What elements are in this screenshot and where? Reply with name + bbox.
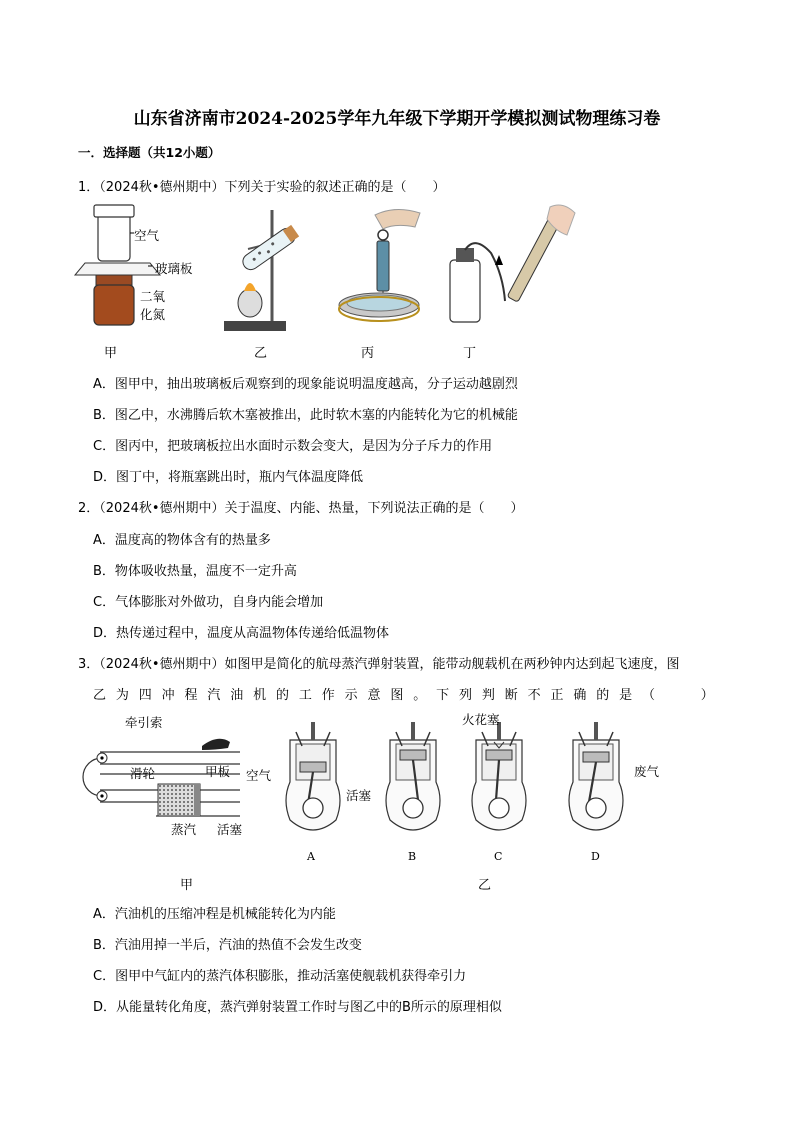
q2-option-a: A．温度高的物体含有的热量多	[93, 533, 271, 548]
page-title: 山东省济南市2024-2025学年九年级下学期开学模拟测试物理练习卷	[133, 109, 661, 129]
label-piston-a: 活塞	[217, 822, 243, 837]
label-glass-plate: 玻璃板	[155, 261, 193, 276]
figure-3-yi-engine-c	[468, 722, 530, 840]
question-3-stem-line2: 乙 为 四 冲 程 汽 油 机 的 工 作 示 意 图 。 下 列 判 断 不 正 确 的 是 （ ）	[93, 688, 714, 703]
label-pulley: 滑轮	[130, 766, 156, 781]
q1-caption-jia: 甲	[104, 346, 118, 361]
q1-caption-yi: 乙	[254, 346, 268, 361]
figure-3-yi-engine-d	[565, 722, 627, 840]
label-engine-air: 空气	[246, 768, 272, 783]
q2-option-d: D．热传递过程中，温度从高温物体传递给低温物体	[93, 626, 390, 641]
figure-1-bing-spring-scale	[335, 205, 435, 325]
engine-label-d: D	[591, 850, 600, 863]
label-no2-line2: 化氮	[140, 307, 166, 322]
figure-1-ding-bottle-pump	[445, 205, 585, 330]
label-exhaust: 废气	[634, 764, 660, 779]
q3-caption-jia: 甲	[180, 878, 194, 893]
q3-caption-yi: 乙	[478, 878, 492, 893]
label-piston-b: 活塞	[346, 788, 372, 803]
q1-caption-ding: 丁	[463, 346, 477, 361]
figure-3-yi-engine-b	[382, 722, 444, 840]
q3-option-b: B．汽油用掉一半后，汽油的热值不会发生改变	[93, 938, 362, 953]
q1-option-a: A．图甲中，抽出玻璃板后观察到的现象能说明温度越高，分子运动越剧烈	[93, 377, 518, 392]
q2-option-b: B．物体吸收热量，温度不一定升高	[93, 564, 297, 579]
label-no2-line1: 二氧	[140, 289, 166, 304]
figure-1-yi-test-tube	[218, 205, 318, 335]
engine-label-b: B	[408, 850, 417, 863]
question-1-stem: 1．（2024秋•德州期中）下列关于实验的叙述正确的是（ ）	[78, 180, 446, 195]
q1-option-d: D．图丁中，将瓶塞跳出时，瓶内气体温度降低	[93, 470, 364, 485]
q3-option-a: A．汽油机的压缩冲程是机械能转化为内能	[93, 907, 336, 922]
q3-option-c: C．图甲中气缸内的蒸汽体积膨胀，推动活塞使舰载机获得牵引力	[93, 969, 467, 984]
label-air: 空气	[134, 228, 160, 243]
q1-option-c: C．图丙中，把玻璃板拉出水面时示数会变大，是因为分子斥力的作用	[93, 439, 493, 454]
question-3-stem-line1: 3．（2024秋•德州期中）如图甲是简化的航母蒸汽弹射装置，能带动舰载机在两秒钟内达到起飞速度，图	[78, 657, 680, 672]
label-deck: 甲板	[205, 764, 231, 779]
engine-label-c: C	[494, 850, 503, 863]
q2-option-c: C．气体膨胀对外做功，自身内能会增加	[93, 595, 324, 610]
label-spark-plug: 火花塞	[462, 712, 500, 727]
question-2-stem: 2．（2024秋•德州期中）关于温度、内能、热量，下列说法正确的是（ ）	[78, 501, 524, 516]
label-steam: 蒸汽	[171, 822, 197, 837]
q1-option-b: B．图乙中，水沸腾后软木塞被推出，此时软木塞的内能转化为它的机械能	[93, 408, 518, 423]
section-heading: 一．选择题（共12小题）	[78, 145, 221, 160]
q1-caption-bing: 丙	[361, 346, 375, 361]
engine-label-a: A	[307, 850, 315, 863]
q3-option-d: D．从能量转化角度，蒸汽弹射装置工作时与图乙中的B所示的原理相似	[93, 1000, 502, 1015]
figure-3-yi-engine-a	[282, 722, 344, 840]
label-traction-rope: 牵引索	[125, 715, 163, 730]
